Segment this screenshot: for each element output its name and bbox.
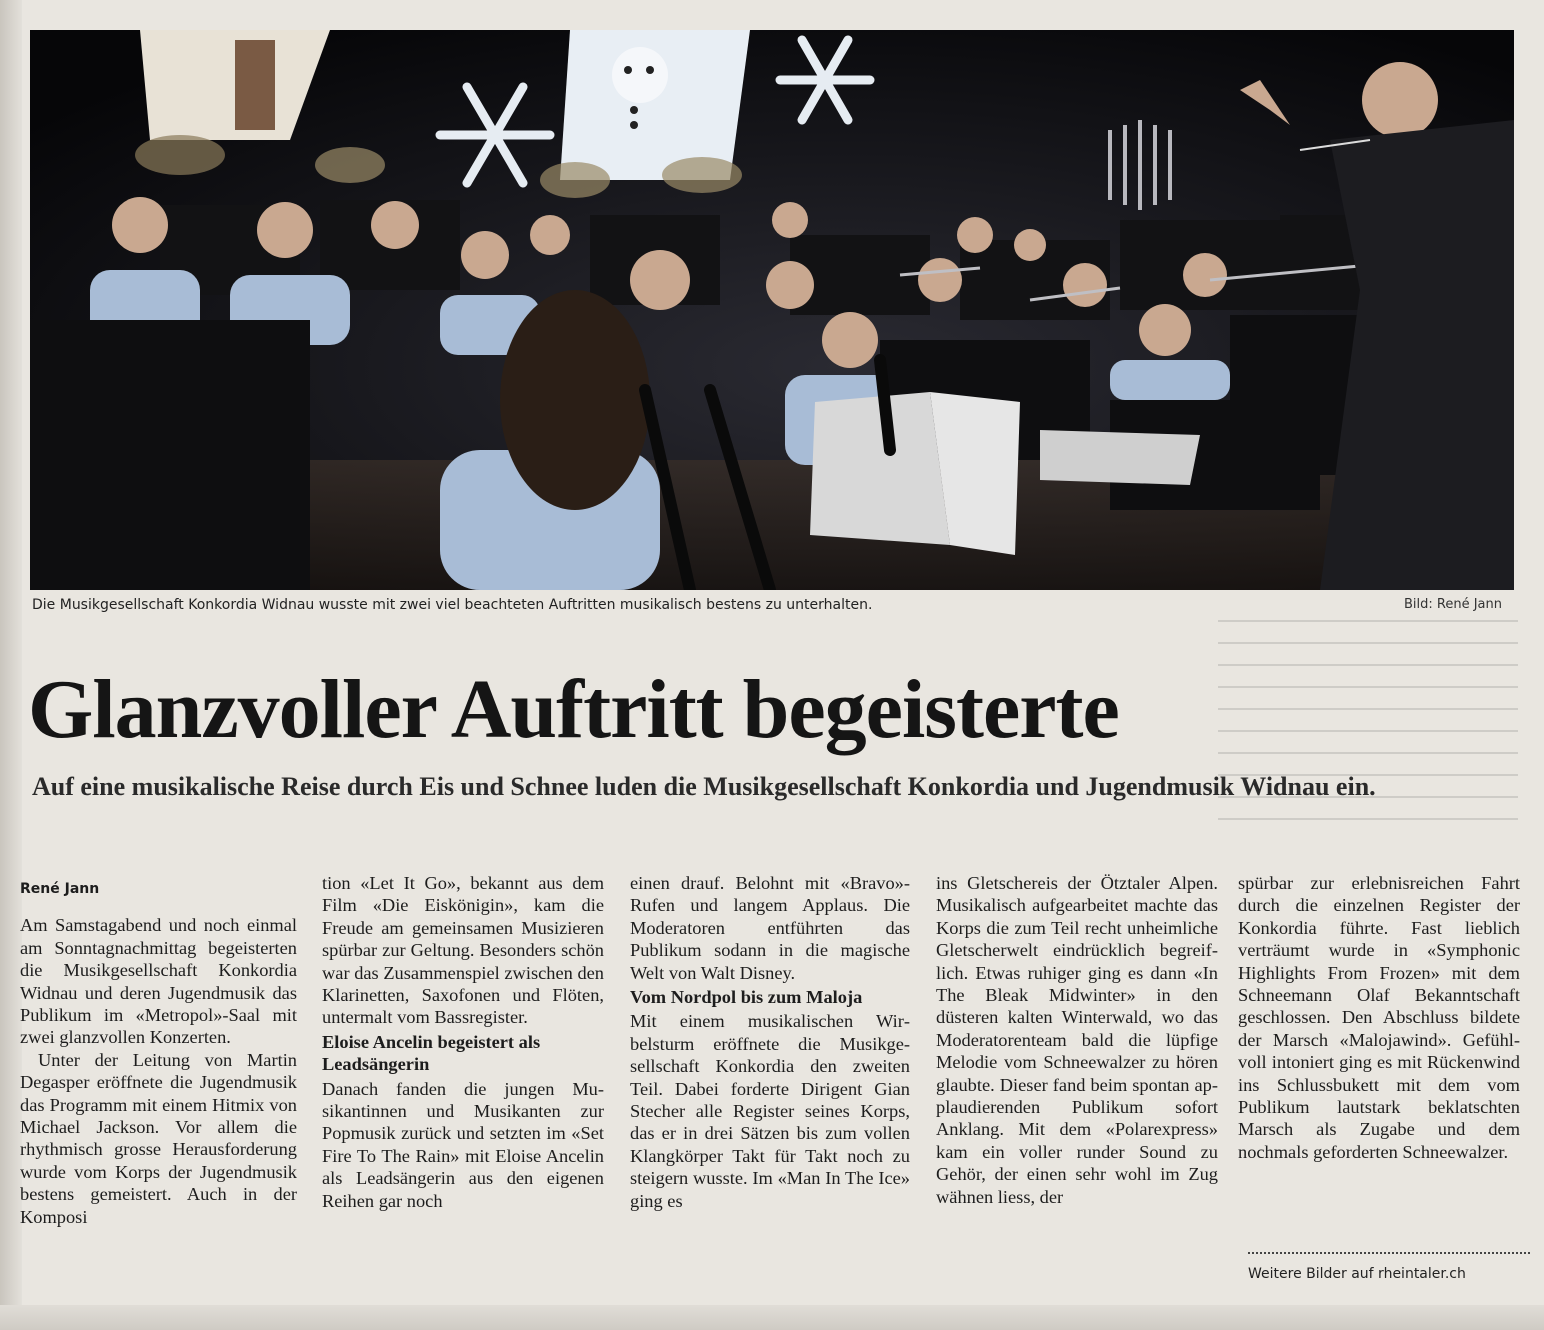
body-paragraph: Mit einem musikalischen Wirbelsturm eröffnete die Musikgesellschaft Konkordia den zweiten Teil. Dabei forderte Dirigent Gian Stecher alle Register seines Korps, das er in drei Sätzen bis zum vollen Klangkörper Takt für Takt noch zu steigern wusste. Im «Man In The Ice» ging es — [630, 1011, 910, 1211]
body-paragraph: tion «Let It Go», bekannt aus dem Film «Die Eiskönigin», kam die Freude am gemeinsamen Musizieren spürbar zur Geltung. Besonders schön war das Zusammenspiel zwischen den Klarinetten, Saxofonen und Flöten, untermalt vom Bassregister. — [322, 873, 604, 1028]
column-4 — [936, 872, 1218, 1302]
section-heading: Eloise Ancelin begeistert als Leadsängerin — [322, 1031, 541, 1075]
body-paragraph: einen drauf. Belohnt mit «Bravo»-Rufen und langem Applaus. Die Moderatoren entführten das Publikum sodann in die magische Welt von Walt Disney. — [630, 873, 910, 983]
body-paragraph: spürbar zur erlebnisreichen Fahrt durch die einzelnen Register der Konkordia führte. Fast lieblich verträumt wurde in «Symphonic Highlights From Frozen» mit dem Schneemann Olaf Bekanntschaft geschlossen. Den Abschluss bildete der Marsch «Malojawind». Gefühlvoll intoniert ging es mit Rückenwind ins Schlussbukett mit dem vom Publikum lautstark beklatschten Marsch als Zugabe und dem nochmals geforderten Schneewalzer. — [1238, 873, 1520, 1162]
photo-caption: Die Musikgesellschaft Konkordia Widnau wusste mit zwei viel beachteten Auftritten musikalisch bestens zu unterhalten. — [32, 597, 873, 613]
body-paragraph: Unter der Leitung von Martin Degasper eröffnete die Jugendmusik das Programm mit einem Hitmix von Michael Jackson. Vor allem die rhythmisch grosse Herausforderung wurde vom Korps der Jugendmusik bestens gemeistert. Auch in der Komposi — [20, 1049, 297, 1227]
more-pictures-link[interactable]: Weitere Bilder auf rheintaler.ch — [1248, 1252, 1530, 1282]
body-paragraph: Danach fanden die jungen Musikantinnen und Musikanten zur Popmusik zurück und setzten im «Set Fire To The Rain» mit Eloise Ancelin als Leadsängerin aus den eigenen Reihen gar noch — [322, 1078, 604, 1211]
paper-bottom-edge — [0, 1305, 1544, 1330]
paper-edge — [0, 0, 22, 1330]
section-heading: Vom Nordpol bis zum Maloja — [630, 987, 863, 1008]
photo-credit: Bild: René Jann — [1403, 597, 1502, 612]
column-2 — [322, 872, 604, 1302]
headline: Glanzvoller Auftritt begeisterte — [28, 663, 1119, 756]
body-paragraph: Am Samstagabend und noch einmal am Sonntagnachmittag begeisterten die Musikgesellschaft Konkordia Widnau und deren Jugendmusik das Publikum im «Metropol»-Saal mit zwei glanzvollen Konzerten. — [20, 915, 297, 1048]
column-5 — [1238, 872, 1520, 1242]
column-3 — [630, 872, 910, 1302]
author-byline: René Jann — [20, 881, 100, 897]
body-paragraph: ins Gletschereis der Ötztaler Alpen. Musikalisch aufgearbeitet machte das Korps die zum Teil recht unheimliche Gletscherwelt eindrücklich begreiflich. Etwas ruhiger ging es dann «In The Bleak Midwinter» in den düsteren kalten Winterwald, wo das Moderatorenteam bald die lüpfige Melodie vom Schneewalzer zu hören glaubte. Dieser fand beim spontan applaudierenden Publikum sofort Anklang. Mit dem «Polarexpress» kam ein voller runder Sound zu Gehör, der einen sehr wohl im Zug wähnen liess, der — [936, 873, 1218, 1207]
column-1 — [20, 872, 297, 1302]
subheadline: Auf eine musikalische Reise durch Eis und Schnee luden die Musikgesellschaft Konkordia und Jugendmusik Widnau ein. — [32, 772, 1376, 801]
concert-band-photo-icon — [30, 30, 1514, 590]
concert-photo — [30, 30, 1514, 590]
